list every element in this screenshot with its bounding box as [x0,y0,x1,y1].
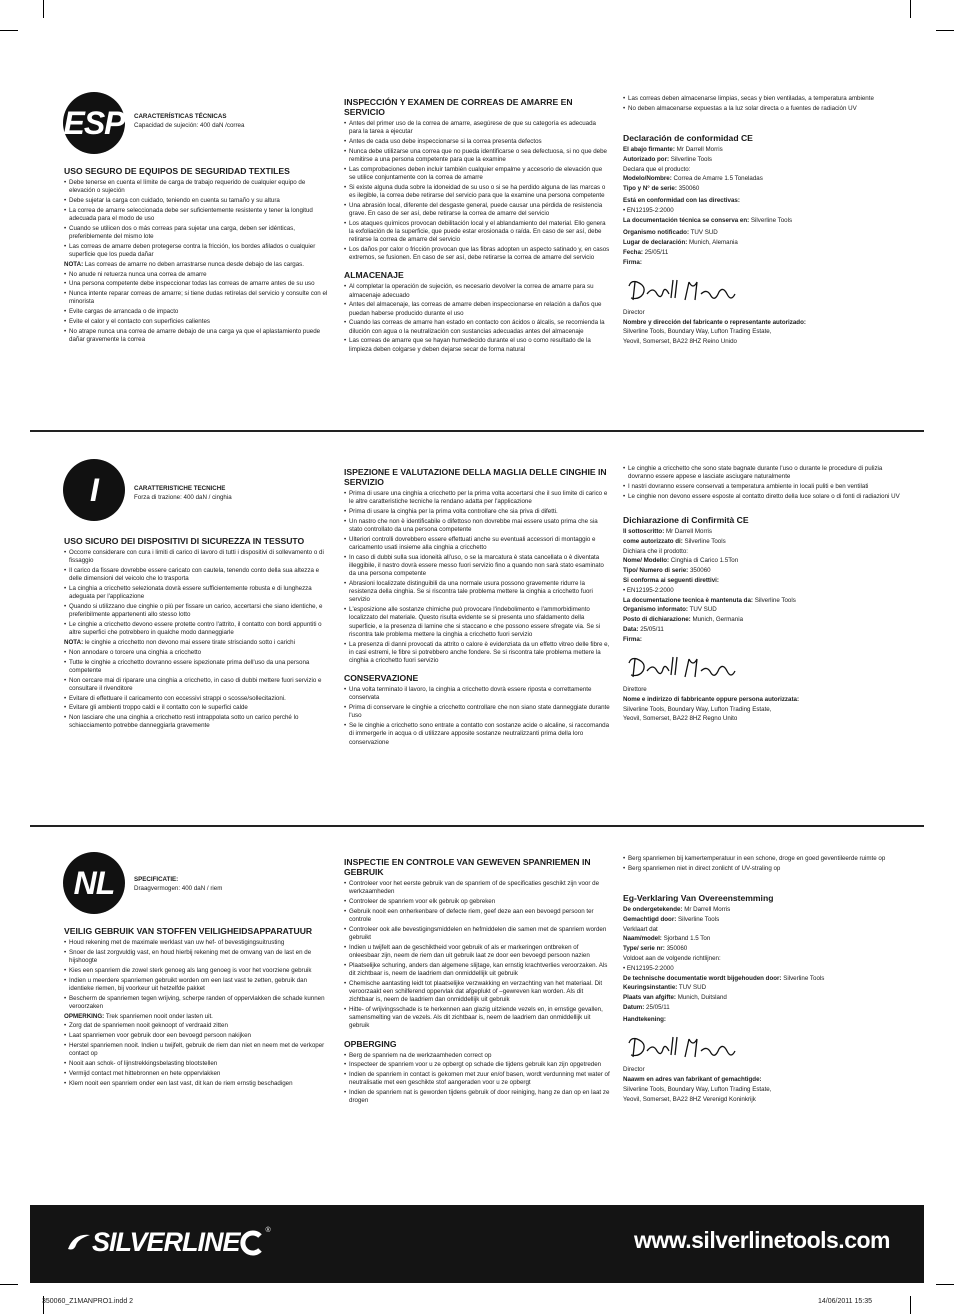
list-item: • Quando si utilizzano due cinghie o più per fissare un carico, accertarsi che siano identiche, e preferibilmente appartenenti allo stesso lotto [64,603,330,619]
decl-line: • EN12195-2:2000 [623,964,674,972]
list-item: • Le cinghie a cricchetto devono essere protette contro l'attrito, il contatto con bordi appuntiti o altre superfici che potrebbero in qualche modo danneggiarle [64,621,330,637]
crop-mark [43,0,44,18]
list-item: • Houd rekening met de maximale werklast van uw hef- of bevestigingsuitrusting [64,939,330,947]
list-item: • Le cinghie non devono essere esposte al contatto diretto della luce solare o di fonti di radiazioni UV [623,493,903,501]
list-item: • I nastri dovranno essere conservati a temperatura ambiente in locali puliti e ben ventilati [623,483,903,491]
column-inspection [344,857,610,1107]
decl-label: come autorizzato di: [623,537,683,545]
spec-title: CARACTERÍSTICAS TÉCNICAS [134,113,227,120]
signature-image [623,272,743,306]
signature-image [623,649,743,683]
list-item: • Plaatselijke schuring, anders dan algemene slijtage, kan ernstig krachtverlies veroorzaken. Als dit zichtbaar is, neem de laadriem dan onmiddellijk uit gebruik [344,962,610,978]
language-badge-nl: NL [63,852,125,914]
decl-label: Plaats van afgifte: [623,994,676,1002]
list-item: • Indien u meerdere spanriemen gebruikt worden om een last vast te zetten, gebruik dan identieke riemen, bij voorkeur uit hetzelfde pakket [64,977,330,993]
declaration-title: Dichiarazione di Confirmità CE [623,515,749,525]
manufacturer-address: Yeovil, Somerset, BA22 8HZ Reino Unido [623,338,737,346]
safe-use-list [64,649,330,731]
list-item: • Kies een spanriem die zowel sterk genoeg als lang genoeg is voor het voorziene gebruik [64,967,330,975]
crop-mark [910,0,911,18]
decl-line [623,567,903,575]
decl-label: De ondergetekende: [623,906,683,913]
inspection-list [344,490,610,665]
list-item: • Zorg dat de spanriemen nooit geknoopt of verdraaid zitten [64,1022,330,1030]
manufacturer-address: Yeovil, Somerset, BA22 8HZ Verenigd Koninkrijk [623,1095,756,1103]
column-declaration [623,855,903,1106]
list-item: • Prima di usare la cinghia per la prima volta controllare che sia priva di difetti. [344,508,610,516]
list-item: • Cuando se utilicen dos o más correas para sujetar una carga, deben ser idénticas, preferiblemente del mismo lote [64,225,330,241]
list-item: • Hitte- of wrijvingsschade is te herkennen aan glazig uitziende vezels en, in ernstige gevallen, samensmelting van de vezels. Als dit zichtbaar is, neem de laadriem dan onmiddellijk uit gebruik [344,1006,610,1031]
crop-mark [910,1296,911,1314]
list-item: • Non cercare mai di riparare una cinghia a cricchetto, in caso di dubbi mettere fuori servizio e consultare il rivenditore [64,677,330,693]
section-heading: INSPECTIE EN CONTROLE VAN GEWEVEN SPANRIEMEN IN GEBRUIK [344,857,591,877]
spec-text: Forza di trazione: 400 daN / cinghia [134,493,232,501]
list-item: • Se le cinghie a cricchetto sono entrate a contatto con sostanze acide o alcaline, si raccomanda di immergerle in acqua o di utilizzare apposite sostanze neutralizzanti prima della loro conservazione [344,722,610,747]
crop-mark [936,1284,954,1285]
decl-value: Silverline Tools [682,537,726,545]
decl-label: Naam/model: [623,935,662,943]
list-item: • Las correas de amarre que se hayan humedecido durante el uso o como resultado de la limpieza deben colgarse y deben dejarse secar de forma natural [344,337,610,353]
decl-line [623,994,903,1002]
storage-list-continued [623,465,903,501]
list-item: • La correa de amarre seleccionada debe ser suficientemente resistente y tener la longitud adecuada para el modo de uso [64,207,330,223]
inspection-list [344,120,610,262]
list-item: • Un nastro che non è identificabile o difettoso non dovrebbe mai essere usato prima che sia stato controllato da una persona competente [344,518,610,534]
decl-label: Firma: [623,258,642,266]
decl-value: 25/05/11 [642,248,669,256]
manufacturer-address: Silverline Tools, Boundary Way, Lufton Trading Estate, [623,328,772,336]
list-item: • Abrasioni localizzate distinguibili da una normale usura possono gravemente ridurre la resistenza della cinghia. Se si riscontra tale problema mettere la cinghia a cricchetto fuori servizio [344,580,610,605]
decl-label: Organismo informato: [623,606,688,614]
section-heading: USO SICURO DEI DISPOSITIVI DI SICUREZZA IN TESSUTO [64,536,305,546]
decl-value: 25/05/11 [644,1003,670,1011]
list-item: • Ulteriori controlli dovrebbero essere effettuati anche su eventuali accessori di montaggio e caricamento usati insieme alla cinghia a cricchetto [344,536,610,552]
list-item: • Le cinghie a cricchetto che sono state bagnate durante l'uso o durante le procedure di pulizia dovranno essere appese e lasciate asciugare naturalmente [623,465,903,481]
decl-value: Munich, Alemania [687,238,738,246]
decl-line [623,557,903,565]
list-item: • Evite cargas de arrancada o de impacto [64,308,330,316]
crop-mark [0,1284,18,1285]
language-badge-it: I [63,459,125,521]
decl-label: Voldoet aan de volgende richtlijnen: [623,954,721,962]
list-item: • Las correas deben almacenarse limpias, secas y bien ventiladas, a temperatura ambiente [623,95,903,103]
decl-line: Verklaart dat [623,925,658,933]
list-item: • Controleer voor het eerste gebruik van de spanriem of de specificaties geschikt zijn voor de werkzaamheden [344,880,610,896]
section-heading: VEILIG GEBRUIK VAN STOFFEN VEILIGHEIDSAPPARATUUR [64,926,313,936]
signatory-role: Direttore [623,685,647,693]
decl-value: Silverline Tools [781,974,825,982]
list-item: • No atrape nunca una correa de amarre debajo de una carga ya que el aplastamiento puede dañar gravemente la correa [64,328,330,344]
decl-line [623,935,903,943]
manufacturer-label: Naawm en adres van fabrikant of gemachtigde: [623,1076,762,1084]
section-heading: ALMACENAJE [344,270,404,281]
list-item: • Snoer de last zorgvuldig vast, en houd hierbij rekening met de omvang van de last en de hijshoogte [64,949,330,965]
list-item: • Controleer de spanriem voor elk gebruik op gebreken [344,898,610,906]
list-item: • La cinghia a cricchetto selezionata dovrà essere sufficientemente robusta e di lunghezza adeguata per l'applicazione [64,585,330,601]
list-item: • Occorre considerare con cura i limiti di carico di lavoro di tutti i dispositivi di sollevamento o di fissaggio [64,549,330,565]
decl-value: Mr Darrell Morris [674,146,723,153]
list-item: • No anude ni retuerza nunca una correa de amarre [64,271,330,279]
list-item: • Chemische aantasting leidt tot plaatselijke verzwakking en verzachting van het materiaal. Dit veroorzaakt een schilferend oppervlak dat afgeplukt of –gewreven kan worden. Als dit zichtbaar is, neem de laadriem dan onmiddellijk uit gebruik [344,980,610,1005]
decl-value: Silverline Tools [676,915,720,923]
list-item: • Gebruik nooit een onherkenbare of defecte riem, geef deze aan een bevoegd persoon ter controle [344,908,610,924]
list-item: • Evitare gli ambienti troppo caldi e il contatto con le superfici calde [64,704,330,712]
note-label: NOTA: [64,260,84,268]
decl-label: Modelo/Nombre: [623,175,672,183]
decl-line [623,146,903,154]
list-item: • Laat spanriemen voor gebruik door een bevoegd persoon nakijken [64,1032,330,1040]
section-divider [30,825,924,827]
note-text: Las correas de amarre no deben arrastrarse nunca desde debajo de las cargas. [83,260,304,268]
safe-use-list [64,1022,330,1087]
list-item: • Vermijd contact met hittebronnen en hete oppervlakken [64,1070,330,1078]
section-heading: OPBERGING [344,1038,397,1049]
decl-line [623,175,903,183]
logo-swoosh-icon [64,1231,92,1255]
decl-line [623,156,903,164]
storage-list-continued [623,855,903,873]
list-item: • Nooit aan schok- of lijnstrekkingsbelasting blootstellen [64,1060,330,1068]
list-item: • Antes de cada uso debe inspeccionarse si la correa presenta defectos [344,138,610,146]
section-heading: CONSERVAZIONE [344,673,419,684]
website-url[interactable]: www.silverlinetools.com [633,1227,890,1253]
list-item: • Berg spanriemen bij kamertemperatuur in een schone, droge en goed geventileerde ruimte op [623,855,903,863]
list-item: • Una abrasión local, diferente del desgaste general, puede causar una pérdida de resistencia grave. En caso de ser así, debe retirarse la correa de amarre del servicio [344,202,610,218]
list-item: • Indien u twijfelt aan de geschiktheid voor gebruik of als er markeringen ontbreken of onleesbaar zijn, neem de riem dan uit gebruik laat ze door een bevoegd persoon nazien [344,944,610,960]
storage-list-continued [623,95,903,113]
manufacturer-address: Yeovil, Somerset, BA22 8HZ Regno Unito [623,715,738,723]
spec-block [134,485,232,502]
decl-line [623,538,903,546]
list-item: • Controleer ook alle bevestigingsmiddelen en hefmiddelen die samen met de spanriem worden gebruikt [344,926,610,942]
manufacturer-address: Silverline Tools, Boundary Way, Lufton Trading Estate, [623,1085,772,1093]
decl-label: Está en conformidad con las directivas: [623,197,740,205]
decl-label: La documentazione tecnica è mantenuta da: [623,596,753,604]
crop-mark [936,30,954,31]
note [64,261,330,269]
decl-label: La documentación técnica se conserva en: [623,216,750,224]
decl-value: Silverline Tools [749,216,793,224]
list-item: • Cuando las correas de amarre han estado en contacto con ácidos o álcalis, se recomienda la dilución con agua o la neutralización con sustancias adecuadas antes del almacenaje [344,319,610,335]
list-item: • Indien de spanriem nat is geworden tijdens gebruik of door reiniging, hang ze dan op en laat ze drogen [344,1089,610,1105]
safe-use-list [64,939,330,1011]
list-item: • L'esposizione alle sostanze chimiche può provocare l'indebolimento e l'ammorbidimento localizzato del materiale. Questo risulta evidente se si presenta uno sfaldamento della superficie, e la presenza di lamine che si staccano e che possono essere sfregate via. Se si riscontra tale problema mettere la cinghia a cricchetto fuori servizio [344,606,610,639]
signatory-role: Director [623,1066,645,1074]
safe-use-list [64,549,330,637]
list-item: • Nunca intente reparar correas de amarre; si tiene dudas retírelas del servicio y consulte con el minorista [64,290,330,306]
section-heading: ISPEZIONE E VALUTAZIONE DELLA MAGLIA DELLE CINGHIE IN SERVIZIO [344,467,607,487]
list-item: • Si existe alguna duda sobre la idoneidad de su uso o si se ha perdido alguna de las marcas o es ilegible, la correa debe retirarse del servicio para que la examine una persona competente [344,184,610,200]
decl-label: Il sottoscritto: [623,528,665,535]
note-text: le cinghie a cricchetto non devono mai essere tirate strisciando sotto i carichi [83,639,295,646]
decl-line [623,239,903,247]
column-declaration [623,465,903,725]
decl-label: Keuringsinstantie: [623,984,678,992]
footer-banner [30,1205,924,1283]
safe-use-list [64,271,330,345]
decl-label: Nome/ Modello: [623,557,670,565]
logo-text: SILVERLINE [92,1227,240,1257]
list-item: • Nunca debe utilizarse una correa que no pueda identificarse o sea defectuosa, si no que debe remitirse a una persona competente para que la examine [344,148,610,164]
decl-line [623,229,903,237]
decl-label: Data: [623,625,639,633]
decl-value: Sjorband 1.5 Ton [661,935,711,943]
decl-label: Tipo y N° de serie: [623,185,677,193]
list-item: • Indien de spanriem in contact is gekomen met zuur en/of basen, wordt verdunning met water of neutralisatie met een geschikte stof aangeraden voor u ze opbergt [344,1071,610,1087]
column-safe-use [64,926,330,1089]
logo-c-mark-icon [240,1230,266,1256]
list-item: • Klem nooit een spanriem onder een last vast, dit kan de riem ernstig beschadigen [64,1080,330,1088]
list-item: • Prima di conservare le cinghie a cricchetto controllare che non siano state danneggiate durante l'uso [344,704,610,720]
decl-value: Correa de Amarre 1.5 Toneladas [671,175,763,183]
list-item: • Bescherm de spanriemen tegen wrijving, scherpe randen of oppervlakken die schade kunnen veroorzaken [64,995,330,1011]
signature-image [623,1029,743,1063]
storage-list [344,686,610,747]
note-text: Trek spanriemen nooit onder lasten uit. [104,1012,213,1020]
list-item: • La presenza di danni provocati da attrito o calore è evidenziata da un effetto vitreo delle fibre e, in casi estremi, le fibre si potrebbero anche fondere. Se si riscontra tale problema mettere la cinghia a cricchetto fuori servizio [344,641,610,666]
list-item: • Evite el calor y el contacto con superficies calientes [64,318,330,326]
decl-line [623,249,903,257]
decl-line [623,597,903,605]
crop-mark [0,30,18,31]
list-item: • Il carico da fissare dovrebbe essere caricato con cautela, tenendo conto della sua altezza e delle dimensioni del veicolo che lo trasporta [64,567,330,583]
note-label: NOTA: [64,639,84,646]
note [64,1013,330,1021]
note-label: OPMERKING: [64,1012,105,1020]
declaration-title: Eg-Verklaring Van Overeenstemming [623,893,774,903]
column-safe-use [64,166,330,346]
note [64,639,330,647]
decl-value: TUV SUD [687,606,717,614]
list-item: • No deben almacenarse expuestas a la luz solar directa o a fuentes de radiación UV [623,105,903,113]
decl-value: Mr Darrell Morris [682,906,731,913]
list-item: • Non annodare o torcere una cinghia a cricchetto [64,649,330,657]
list-item: • Los ataques químicos provocan debilitación local y el ablandamiento del material. Ello genera la exfoliación de la superficie, que puede estar erosionada o raída. En caso de ser así, debe retirarse la correa de amarre del servicio [344,220,610,245]
list-item: • Berg de spanriem na de werkzaamheden correct op [344,1052,610,1060]
inspection-list [344,880,610,1031]
decl-value: Cinghia di Carico 1.5Ton [669,557,739,565]
list-item: • Una volta terminato il lavoro, la cinghia a cricchetto dovrà essere riposta e correttamente conservata [344,686,610,702]
spec-block [134,113,244,130]
spec-title: SPECIFICATIE: [134,876,179,883]
decl-label: Fecha: [623,248,643,256]
spec-title: CARATTERISTICHE TECNICHE [134,485,226,492]
decl-value: 25/05/11 [638,625,664,633]
manufacturer-label: Nombre y dirección del fabricante o representante autorizado: [623,318,806,326]
decl-line [623,916,903,924]
decl-value: Silverline Tools [669,155,712,163]
decl-line: • EN12195-2:2000 [623,586,674,594]
decl-label: Firma: [623,635,642,643]
list-item: • Debe tenerse en cuenta el límite de carga de trabajo requerido de cualquier equipo de elevación o sujeción [64,179,330,195]
decl-line [623,606,903,614]
list-item: • Una persona competente debe inspeccionar todas las correas de amarre antes de su uso [64,280,330,288]
list-item: • Herstel spanriemen nooit. Indien u twijfelt, gebruik de riem dan niet en neem met de verkoper contact op [64,1042,330,1058]
column-inspection [344,467,610,748]
language-badge-esp: ESP [63,92,125,154]
decl-label: Datum: [623,1003,645,1011]
decl-line [623,528,903,536]
decl-line [623,217,903,225]
decl-line [623,1004,903,1012]
list-item: • Las comprobaciones deben incluir también cualquier empalme y accesorio de elevación que se utilice conjuntamente con la correa de amarre [344,166,610,182]
list-item: • Evitare di effettuare il caricamento con eccessivi strappi o scosse/sollecitazioni. [64,695,330,703]
decl-label: Si conforma ai seguenti direttivi: [623,576,719,584]
safe-use-list [64,179,330,259]
file-date: 14/06/2011 15:35 [818,1298,872,1305]
decl-line [623,906,903,914]
decl-line: Dichiara che il prodotto: [623,547,689,555]
storage-list [344,283,610,353]
section-heading: INSPECCIÓN Y EXAMEN DE CORREAS DE AMARRE EN SERVICIO [344,97,573,117]
file-name: 350060_Z1MANPRO1.indd 2 [42,1298,134,1305]
decl-line: • EN12195-2:2000 [623,207,674,215]
list-item: • Non lasciare che una cinghia a cricchetto resti intrappolata sotto un carico perché lo schiacciamento potrebbe danneggiarla gravemente [64,714,330,730]
section-heading: USO SEGURO DE EQUIPOS DE SEGURIDAD TEXTILES [64,166,290,176]
decl-value: Munich, Germania [690,616,744,624]
decl-label: Lugar de declaración: [623,238,688,246]
decl-line [623,626,903,634]
decl-value: TUV SUD [677,984,707,992]
decl-label: Handtekening: [623,1016,666,1024]
registered-mark: ® [265,1227,271,1234]
spec-text: Capacidad de sujeción: 400 daN /correa [134,121,245,129]
decl-label: El abajo firmante: [623,146,675,153]
decl-label: Organismo notificado: [623,229,690,237]
list-item: • Tutte le cinghie a cricchetto dovranno essere ispezionate prima dell'uso da una persona competente [64,659,330,675]
list-item: • Al completar la operación de sujeción, es necesario devolver la correa de amarre para su almacenaje adecuado [344,283,610,299]
decl-line [623,616,903,624]
storage-list [344,1052,610,1106]
list-item: • Los daños por calor o fricción provocan que las fibras adopten un aspecto satinado y, en casos extremos, se fusionen. En caso de ser así, debe retirarse la correa de amarre del servicio [344,246,610,262]
column-safe-use [64,536,330,732]
manufacturer-label: Nome e indirizzo di fabbricante oppure persona autorizzata: [623,695,800,703]
decl-value: 350060 [664,945,688,953]
decl-label: Type/ serie nr: [623,945,665,953]
list-item: • Debe sujetar la carga con cuidado, teniendo en cuenta su tamaño y su altura [64,197,330,205]
decl-line [623,975,903,983]
decl-line [623,185,903,193]
list-item: • In caso di dubbi sulla sua idoneità all'uso, o se la marcatura è stata cancellata o è diventata illeggibile, il nastro dovrà essere messo fuori servizio fino a quando non sarà stato esaminato da una persona competente [344,554,610,579]
decl-line [623,984,903,992]
decl-value: Silverline Tools [752,596,796,604]
decl-label: Tipo/ Numero di serie: [623,567,689,575]
decl-value: TUV SUD [689,229,718,237]
list-item: • Las correas de amarre deben protegerse contra la fricción, los bordes afilados o cualquier superficie que los pueda dañar [64,243,330,259]
section-divider [30,430,924,432]
silverline-logo [64,1227,271,1258]
signatory-role: Director [623,308,645,316]
manufacturer-address: Silverline Tools, Boundary Way, Lufton Trading Estate, [623,705,772,713]
decl-value: 350060 [688,567,711,575]
list-item: • Prima di usare una cinghia a cricchetto per la prima volta accertarsi che il suo limite di carico e le altre caratteristiche tecniche la rendano adatta per l'applicazione [344,490,610,506]
list-item: • Inspecteer de spanriem voor u ze opbergt op schade die tijdens gebruik kan zijn opgetreden [344,1061,610,1069]
decl-label: Posto di dichiarazione: [623,616,691,624]
list-item: • Antes del almacenaje, las correas de amarre deben inspeccionarse en relación a daños que puedan haberse producido durante el uso [344,301,610,317]
decl-line: Declara que el producto: [623,165,691,173]
decl-label: Autorizado por: [623,155,670,163]
column-inspection [344,97,610,355]
decl-line [623,945,903,953]
declaration-title: Declaración de conformidad CE [623,133,753,143]
list-item: • Antes del primer uso de la correa de amarre, asegúrese de que su categoría es adecuada para la tarea a ejecutar [344,120,610,136]
decl-value: Mr Darrell Morris [664,528,713,535]
spec-text: Draagvermogen: 400 daN / riem [134,884,223,892]
decl-label: Gemachtigd door: [623,915,677,923]
spec-block [134,876,222,893]
decl-value: Munich, Duitsland [675,994,727,1002]
list-item: • Berg spanriemen niet in direct zonlicht of UV-straling op [623,865,903,873]
decl-value: 350060 [676,185,700,193]
decl-label: De technische documentatie wordt bijgehouden door: [623,974,782,982]
column-declaration [623,95,903,348]
